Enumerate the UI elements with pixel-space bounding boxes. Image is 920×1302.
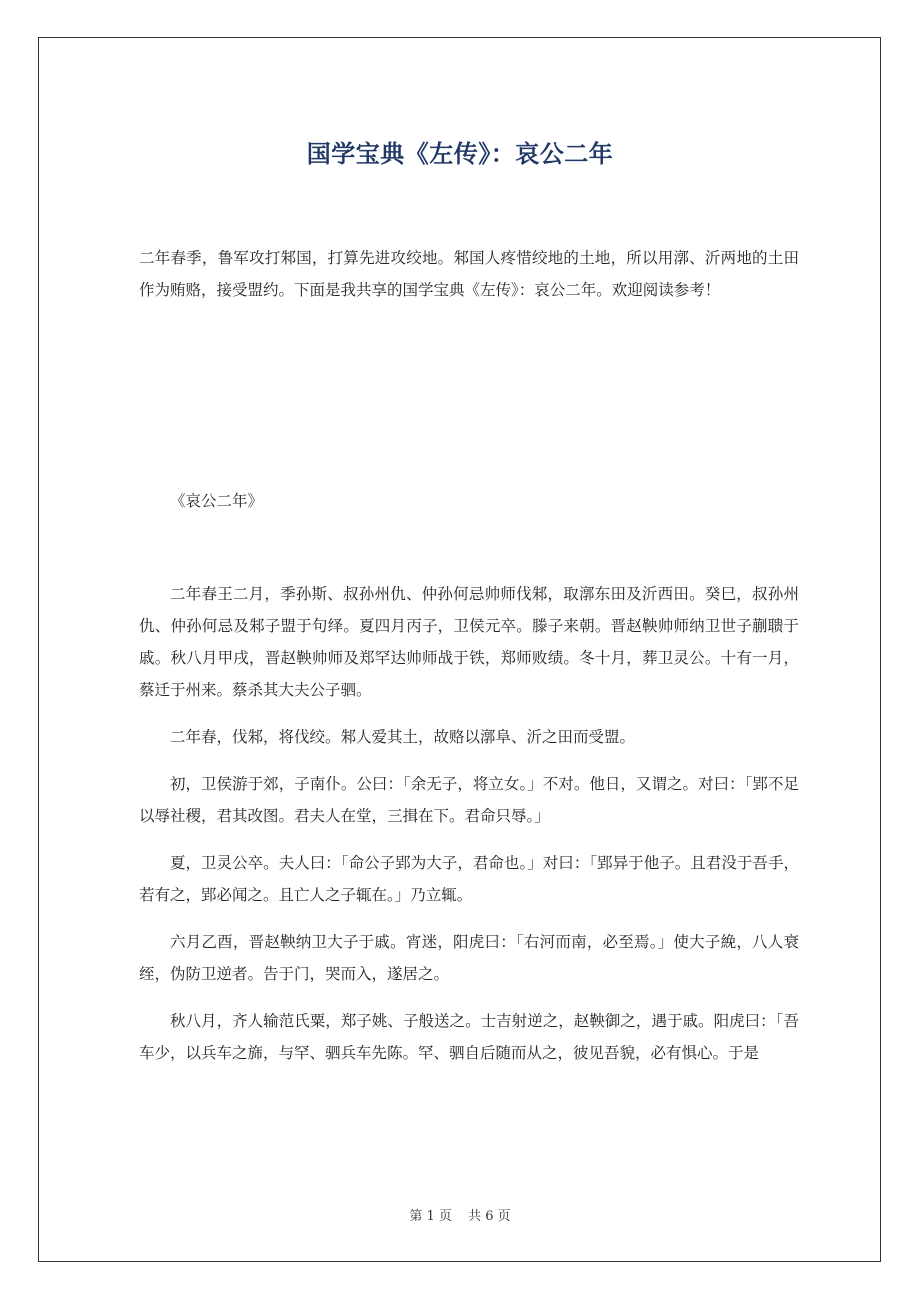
intro-paragraph: 二年春季，鲁军攻打邾国，打算先进攻绞地。邾国人疼惜绞地的土地，所以用漷、沂两地的土田作为贿赂，接受盟约。下面是我共享的国学宝典《左传》：哀公二年。欢迎阅读参考！ xyxy=(139,249,799,299)
paragraph-autumn: 秋八月，齐人输范氏粟，郑子姚、子般送之。士吉射逆之，赵鞅御之，遇于戚。阳虎曰：「吾车少，以兵车之旆，与罕、驷兵车先陈。罕、驷自后随而从之，彼见吾貌，必有惧心。于是 xyxy=(139,1012,799,1062)
paragraph-spring: 二年春，伐邾，将伐绞。邾人爱其土，故赂以漷阜、沂之田而受盟。 xyxy=(170,728,636,746)
paragraph-summer: 夏，卫灵公卒。夫人曰：「命公子郢为大子，君命也。」对曰：「郢异于他子。且君没于吾手，若有之，郢必闻之。且亡人之子辄在。」乃立辄。 xyxy=(139,854,799,904)
paragraph-beginning: 初，卫侯游于郊，子南仆。公曰：「余无子，将立女。」不对。他日，又谓之。对曰：「郢不足以辱社稷，君其改图。君夫人在堂，三揖在下。君命只辱。」 xyxy=(139,775,799,825)
page-footer xyxy=(0,1205,920,1224)
paragraph-sixth-month: 六月乙酉，晋赵鞅纳卫大子于戚。宵迷，阳虎曰：「右河而南，必至焉。」使大子絻，八人衰绖，伪防卫逆者。告于门，哭而入，遂居之。 xyxy=(139,933,799,983)
page-total: 共 6 页 xyxy=(468,1209,511,1224)
body-text xyxy=(139,578,799,1084)
page-number: 第 1 页 xyxy=(409,1209,452,1224)
paragraph-chunqiu: 二年春王二月，季孙斯、叔孙州仇、仲孙何忌帅师伐邾，取漷东田及沂西田。癸巳，叔孙州仇、仲孙何忌及邾子盟于句绎。夏四月丙子，卫侯元卒。滕子来朝。晋赵鞅帅师纳卫世子蒯聩于戚。秋八月甲戌，晋赵鞅帅师及郑罕达帅师战于铁，郑师败绩。冬十月，葬卫灵公。十有一月，蔡迁于州来。蔡杀其大夫公子驷。 xyxy=(139,585,799,699)
document-title: 国学宝典《左传》：哀公二年 xyxy=(306,140,614,169)
section-heading: 《哀公二年》 xyxy=(170,492,264,510)
